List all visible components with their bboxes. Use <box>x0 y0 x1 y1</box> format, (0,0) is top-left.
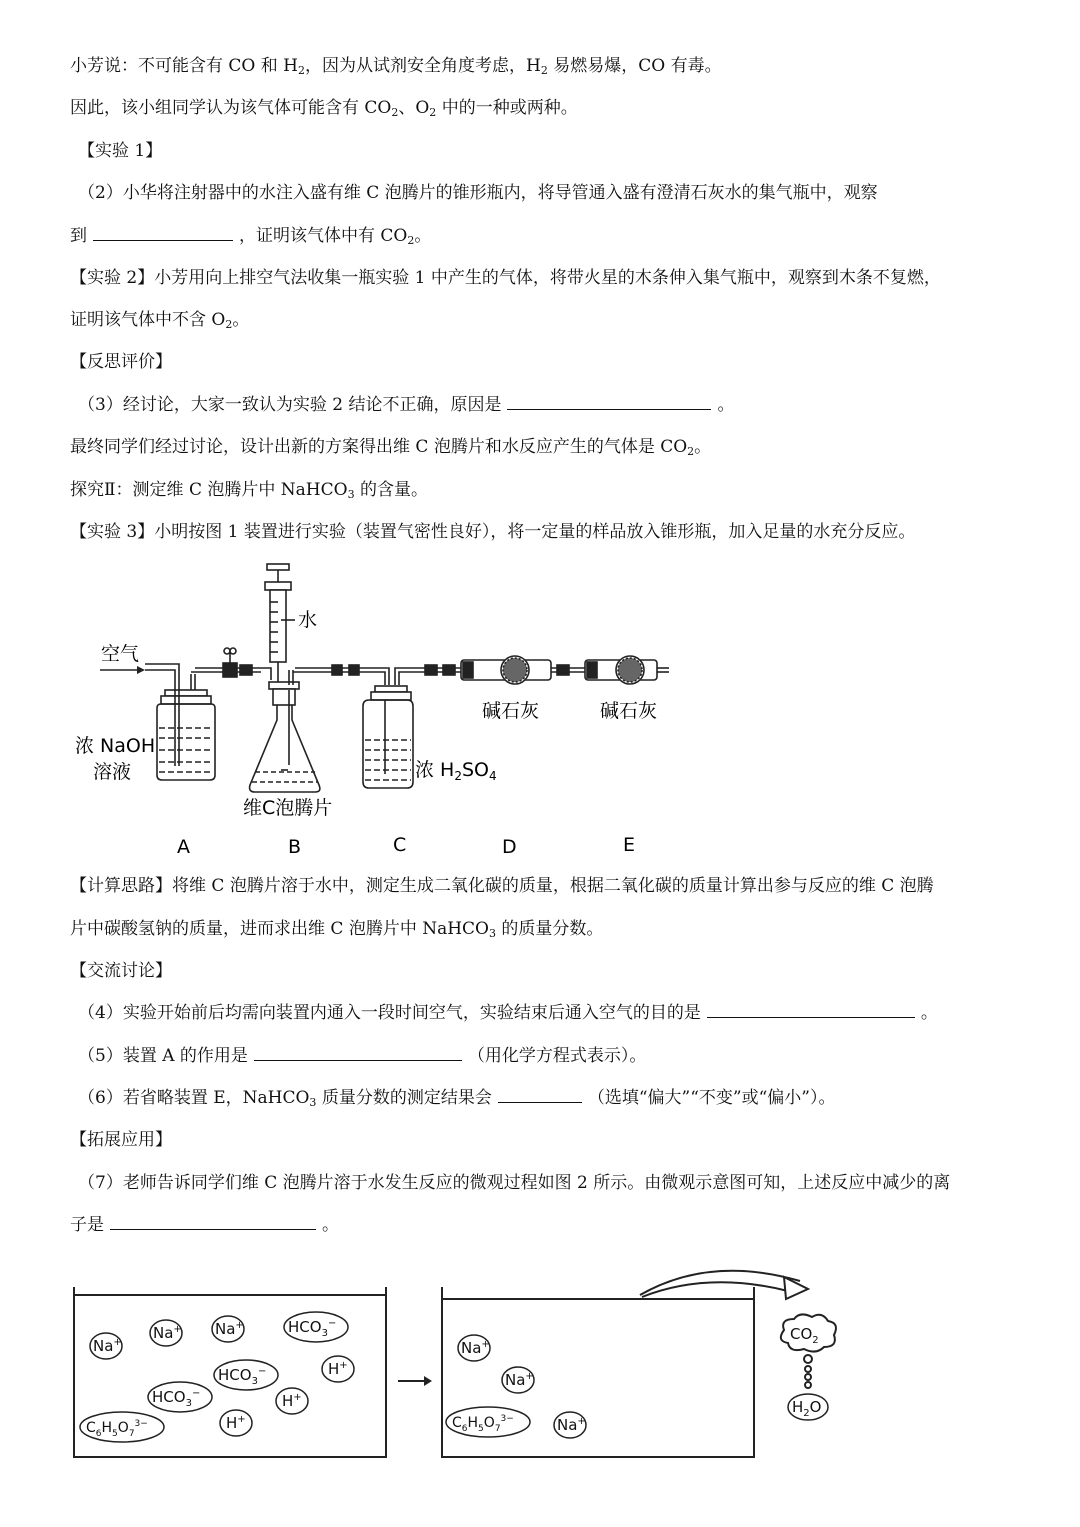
text-line-7: 证明该气体中不含 $O_2$。 <box>70 310 250 331</box>
label-h2so4: 浓 $H_2SO_4$ <box>415 759 497 783</box>
text-line-6: 【实验 2】小芳用向上排空气法收集一瓶实验 1 中产生的气体，将带火星的木条伸入集气瓶中，观察到木条不复燃， <box>70 268 941 288</box>
ion-h: H+ <box>226 1414 246 1432</box>
ion-na: Na+ <box>505 1371 534 1389</box>
text-line-13: 【计算思路】将维 C 泡腾片溶于水中，测定生成二氧化碳的质量，根据二氧化碳的质量计算出参与反应的维 C 泡腾 <box>70 876 934 896</box>
text-line-14: 片中碳酸氢钠的质量，进而求出维 C 泡腾片中 NaHCO$_3$ 的质量分数。 <box>70 919 604 940</box>
text-line-2: 因此，该小组同学认为该气体可能含有 $CO_2$、$O_2$ 中的一种或两种。 <box>70 98 578 119</box>
text-line-20: （7）老师告诉同学们维 C 泡腾片溶于水发生反应的微观过程如图 2 所示。由微观示意图可知，上述反应中减少的离 <box>78 1173 951 1193</box>
label-b: B <box>288 836 302 858</box>
ion-na: Na+ <box>153 1324 182 1342</box>
label-soda-lime-e: 碱石灰 <box>600 700 658 722</box>
text-line-11: 探究Ⅱ：测定维 C 泡腾片中 NaHCO$_3$ 的含量。 <box>70 480 428 501</box>
section-heading-experiment-1: 【实验 1】 <box>78 141 163 161</box>
text-line-16: （4）实验开始前后均需向装置内通入一段时间空气，实验结束后通入空气的目的是 。 <box>78 999 1048 1027</box>
text-line-4: （2）小华将注射器中的水注入盛有维 C 泡腾片的锥形瓶内，将导管通入盛有澄清石灰水的集气瓶中，观察 <box>78 183 878 203</box>
label-d: D <box>502 836 517 858</box>
answer-blank-4[interactable] <box>707 999 915 1018</box>
label-naoh-1: 浓 NaOH <box>75 735 156 757</box>
figure-1-apparatus <box>75 560 675 860</box>
text-line-18: （6）若省略装置 E，NaHCO$_3$ 质量分数的测定结果会 （选填“偏大”“不变”或“偏小”）。 <box>78 1084 1048 1112</box>
text-line-17: （5）装置 A 的作用是 （用化学方程式表示）。 <box>78 1042 1048 1070</box>
ion-na: Na+ <box>461 1339 490 1357</box>
ion-citrate: $C_6H_5O_7^{3-}$ <box>452 1414 514 1434</box>
label-naoh-2: 溶液 <box>93 761 132 783</box>
text-line-1: 小芳说：不可能含有 CO 和 $H_2$，因为从试剂安全角度考虑，$H_2$ 易燃易爆，CO 有毒。 <box>70 56 722 77</box>
ion-hco3: $HCO_3^-$ <box>152 1388 201 1409</box>
text-line-9: （3）经讨论，大家一致认为实验 2 结论不正确，原因是 。 <box>78 391 1048 419</box>
label-water: 水 <box>298 609 318 631</box>
section-heading-reflection: 【反思评价】 <box>70 352 172 372</box>
label-a: A <box>177 836 190 858</box>
ion-na: Na+ <box>557 1416 586 1434</box>
molecule-co2: $CO_2$ <box>790 1325 819 1346</box>
ion-h: H+ <box>282 1392 302 1410</box>
label-e: E <box>623 834 636 856</box>
section-heading-discussion: 【交流讨论】 <box>70 961 172 981</box>
section-heading-application: 【拓展应用】 <box>70 1130 172 1150</box>
text-line-10: 最终同学们经过讨论，设计出新的方案得出维 C 泡腾片和水反应产生的气体是 $CO_2$。 <box>70 437 712 458</box>
answer-blank-5[interactable] <box>254 1042 462 1061</box>
ion-hco3: $HCO_3^-$ <box>288 1318 337 1339</box>
answer-blank-6[interactable] <box>498 1084 582 1103</box>
ion-citrate: $C_6H_5O_7^{3-}$ <box>86 1419 148 1439</box>
ion-na: Na+ <box>93 1337 122 1355</box>
answer-blank-2[interactable] <box>93 222 233 241</box>
text-line-12: 【实验 3】小明按图 1 装置进行实验（装置气密性良好），将一定量的样品放入锥形瓶，加入足量的水充分反应。 <box>70 522 916 542</box>
ion-na: Na+ <box>215 1320 244 1338</box>
text-line-21: 子是 。 <box>70 1211 1040 1239</box>
answer-blank-3[interactable] <box>507 391 711 410</box>
figure-2-micro-process <box>60 1255 860 1465</box>
ion-hco3: $HCO_3^-$ <box>218 1366 267 1387</box>
answer-blank-7[interactable] <box>110 1211 316 1230</box>
label-soda-lime-d: 碱石灰 <box>482 700 540 722</box>
label-c: C <box>393 834 407 856</box>
label-air: 空气 <box>101 643 140 665</box>
ion-h: H+ <box>328 1360 348 1378</box>
label-tablet: 维C泡腾片 <box>243 797 333 819</box>
text-line-5: 到 ，证明该气体中有 $CO_2$。 <box>70 222 1040 250</box>
molecule-h2o: $H_2O$ <box>792 1398 822 1419</box>
